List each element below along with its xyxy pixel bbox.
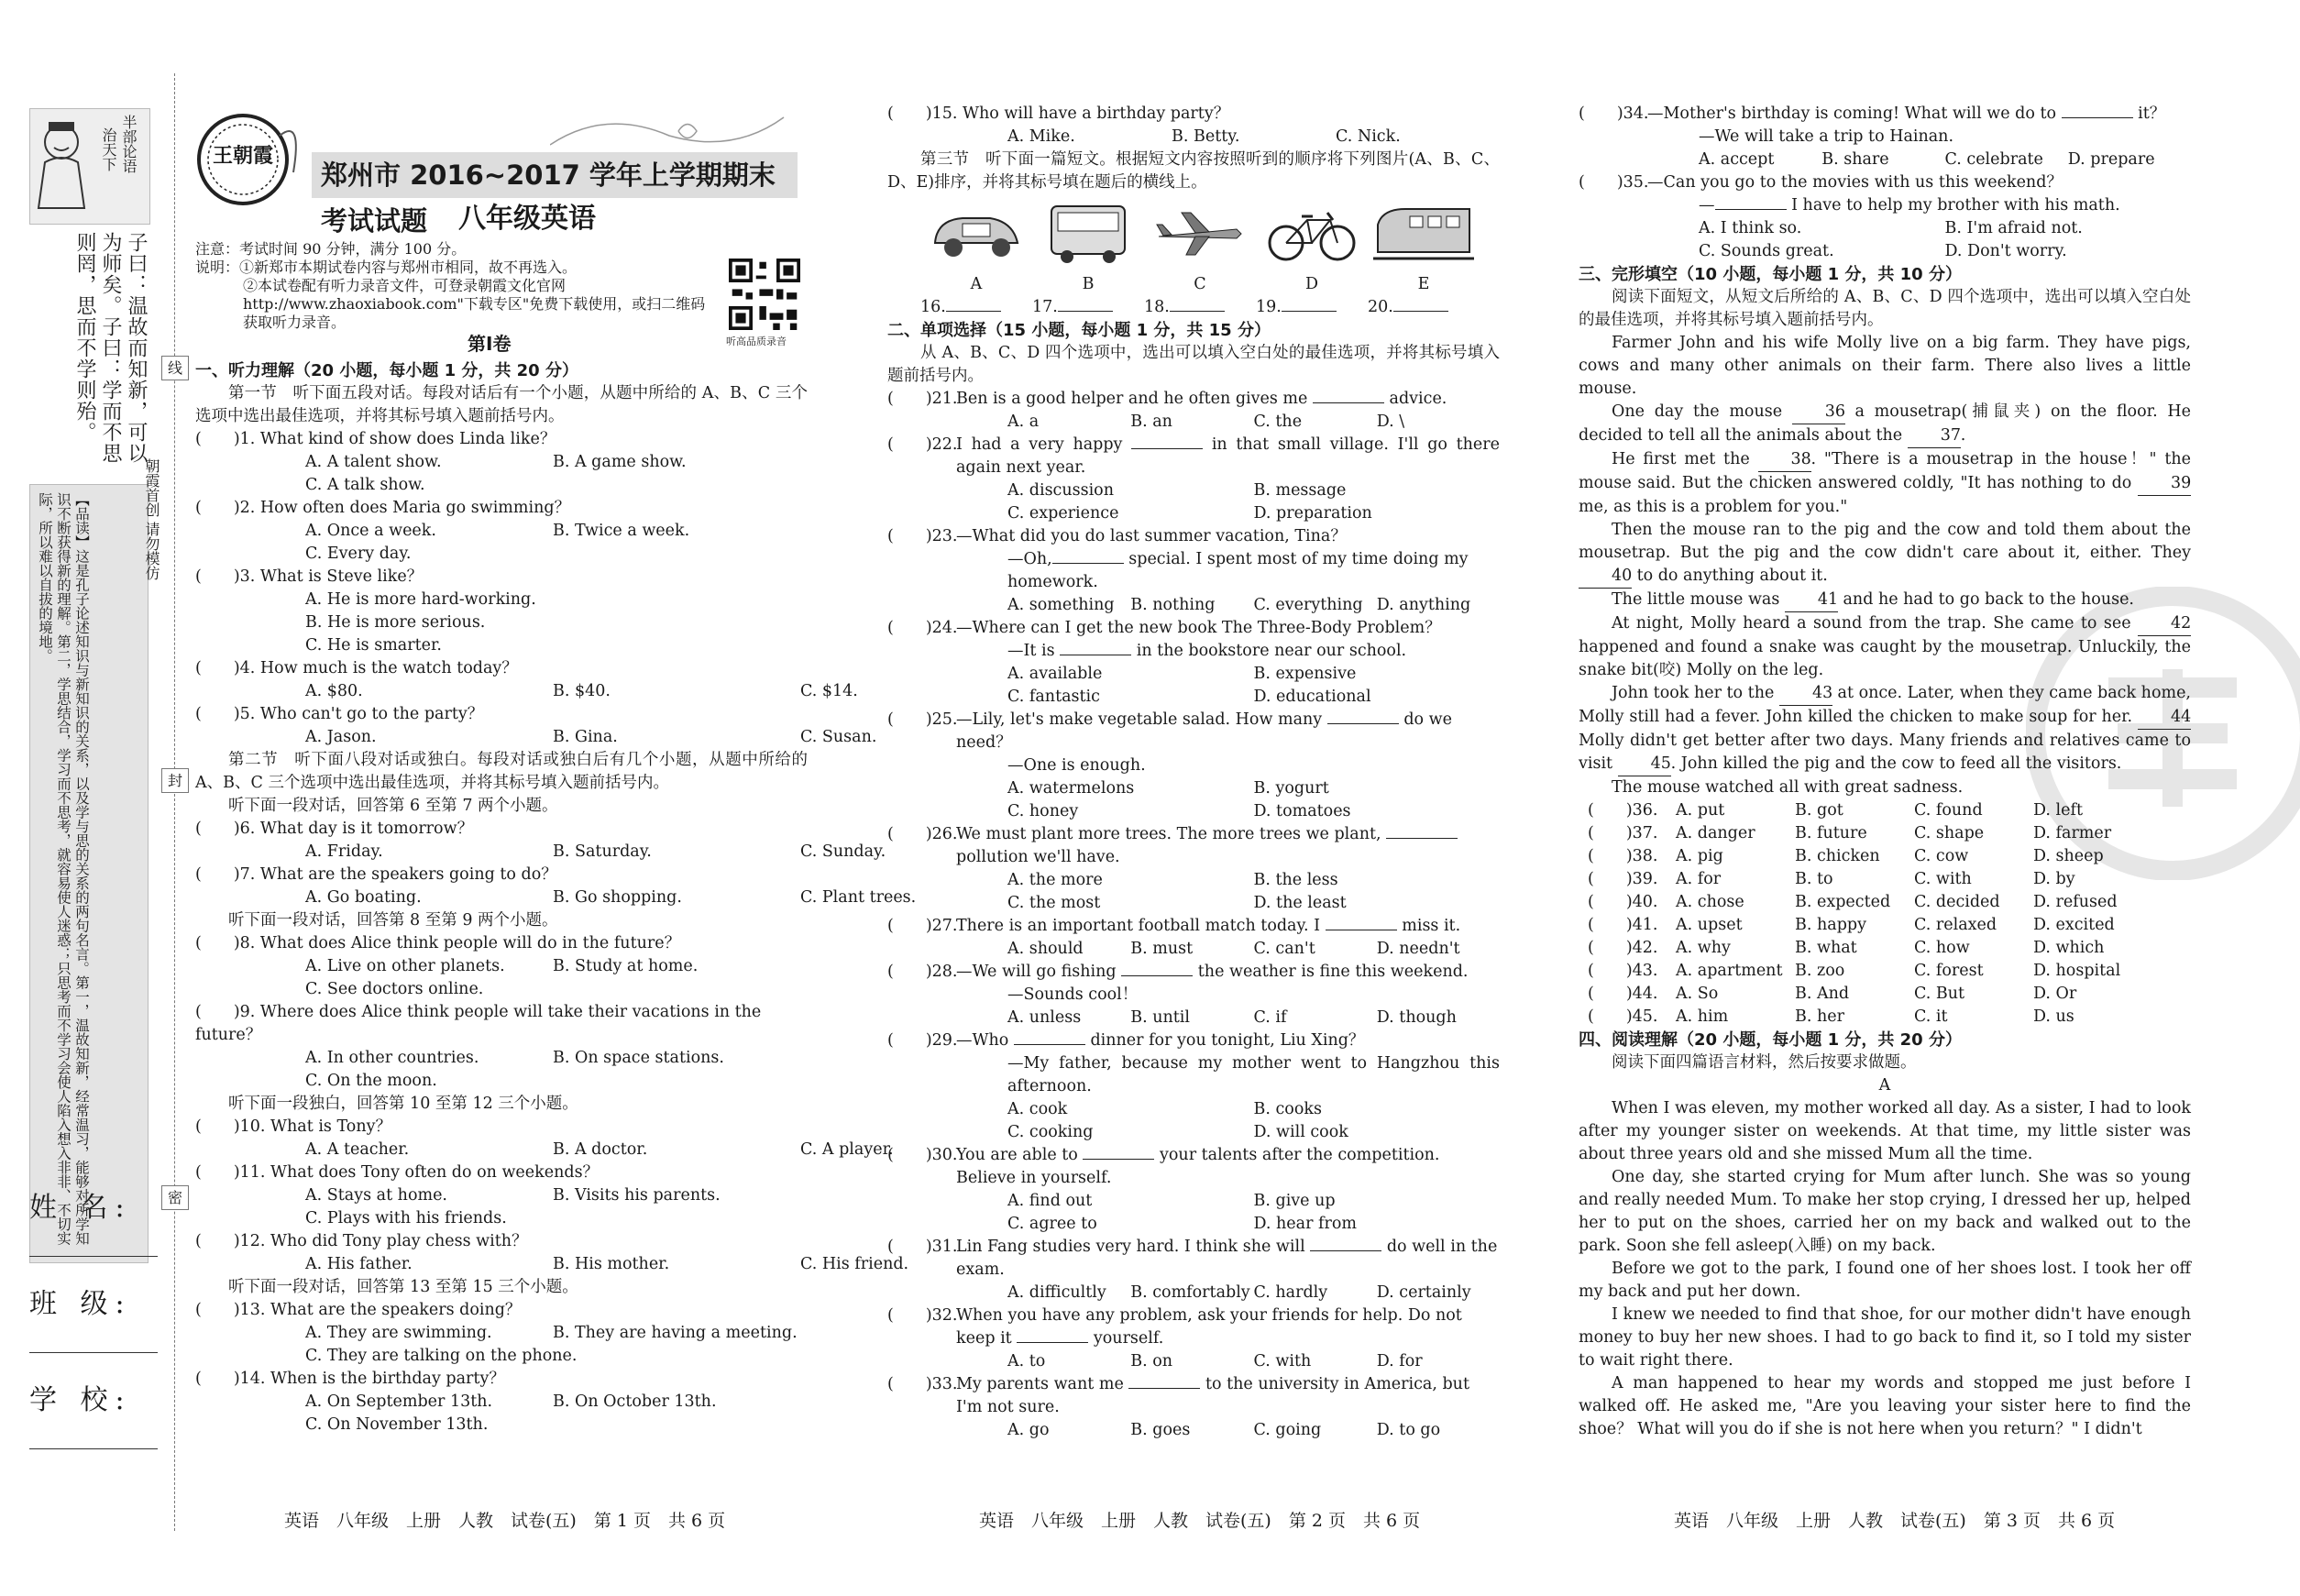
slogan-line-2: 治天下: [100, 127, 117, 171]
options-22: A. discussion B. message: [1007, 481, 1347, 500]
cloze-row-40[interactable]: ( )40. A. chose B. expected C. decided D. refused: [1588, 893, 2118, 911]
qr-caption: 听高品质录音: [726, 336, 787, 347]
cut-line: [174, 73, 175, 1531]
options-2b: C. Every day.: [305, 545, 412, 563]
options-8: A. Live on other planets. B. Study at home.: [305, 957, 699, 975]
cut-mark-line: 线: [161, 356, 189, 380]
exam-subtitle: 八年级英语: [458, 203, 596, 235]
cloze-row-39[interactable]: ( )39. A. for B. to C. with D. by: [1588, 870, 2075, 888]
question-24-line2: —It is in the bookstore near our school.: [1007, 642, 1407, 660]
question-12[interactable]: ( )12. Who did Tony play chess with？: [195, 1232, 528, 1250]
picture-b: [1032, 202, 1144, 296]
picture-order-blanks[interactable]: 16. 17. 18. 19. 20.: [887, 296, 1500, 319]
note-audio: ②本试卷配有听力录音文件，可登录朝霞文化官网 http://www.zhaoxiabook.com"下载专区"免费下载使用，或扫二维码获取听力录音。: [243, 277, 706, 331]
options-26b: C. the most D. the least: [1007, 894, 1347, 912]
options-31: A. difficultly B. comfortably C. hardly D. certainly: [1007, 1283, 1471, 1302]
options-21: A. a B. an C. the D. \: [1007, 413, 1405, 431]
cloze-row-36[interactable]: ( )36. A. put B. got C. found D. left: [1588, 801, 2083, 820]
question-4[interactable]: ( )4. How much is the watch today？: [195, 659, 518, 677]
option-3b: B. He is more serious.: [305, 613, 486, 632]
options-14b: C. On November 13th.: [305, 1415, 489, 1434]
slogan-line-1: 半部论语: [120, 115, 138, 173]
question-10[interactable]: ( )10. What is Tony？: [195, 1117, 391, 1136]
bus-icon: [1038, 202, 1139, 266]
listening-lead-4: 听下面一段对话，回答第 13 至第 15 三个小题。: [228, 1278, 578, 1296]
options-9: A. In other countries. B. On space stations.: [305, 1049, 724, 1067]
options-25: A. watermelons B. yogurt: [1007, 779, 1329, 798]
question-32[interactable]: ( )32. When you have any problem, ask your friends for help. Do not keep it yourself.: [887, 1306, 1462, 1348]
ribbon-decoration: [550, 108, 788, 152]
part-one-title: 第Ⅰ卷: [468, 333, 512, 355]
plane-icon: [1150, 202, 1250, 266]
options-25b: C. honey D. tomatoes: [1007, 802, 1351, 820]
listening-part3-instructions: 第三节 听下面一篇短文。根据短文内容按照听到的顺序将下列图片(A、B、C、D、E)排序，并将其标号填在题后的横线上。: [887, 150, 1500, 192]
question-9[interactable]: ( )9. Where does Alice think people will take their vacations in the future？: [195, 1003, 762, 1044]
options-26: A. the more B. the less: [1007, 871, 1338, 889]
option-3c: C. He is smarter.: [305, 636, 442, 655]
picture-label-c: C: [1194, 275, 1206, 293]
note-time: 注意：考试时间 90 分钟，满分 100 分。: [195, 240, 467, 258]
picture-e: [1368, 202, 1480, 296]
options-10: A. A teacher. B. A doctor. C. A player.: [305, 1140, 894, 1159]
cut-mark-seal: 封: [161, 768, 189, 793]
school-label: 学 校:: [29, 1384, 132, 1416]
cloze-row-43[interactable]: ( )43. A. apartment B. zoo C. forest D. hospital: [1588, 962, 2121, 980]
listening-lead-1: 听下面一段对话，回答第 6 至第 7 两个小题。: [228, 797, 558, 815]
cloze-paragraph-4: Then the mouse ran to the pig and the cow and told them about the mousetrap. But the pig and the cow didn't care about it, either. They 40 to do anything about it.: [1579, 519, 2191, 589]
options-12: A. His father. B. His mother. C. His friend.: [305, 1255, 909, 1273]
options-11b: C. Plays with his friends.: [305, 1209, 507, 1227]
listening-part1-instructions: 第一节 听下面五段对话。每段对话后有一个小题，从题中所给的 A、B、C 三个选项中选出最佳选项，并将其标号填入题前括号内。: [195, 384, 808, 425]
options-5: A. Jason. B. Gina. C. Susan.: [305, 728, 877, 746]
options-13b: C. They are talking on the phone.: [305, 1347, 578, 1365]
class-label: 班 级:: [29, 1288, 132, 1320]
question-14[interactable]: ( )14. When is the birthday party？: [195, 1370, 505, 1388]
options-6: A. Friday. B. Saturday. C. Sunday.: [305, 842, 886, 861]
question-27[interactable]: ( )27. There is an important football match today. I miss it.: [887, 917, 1461, 935]
picture-label-e: E: [1417, 275, 1430, 293]
footer-page-3: 英语 八年级 上册 人教 试卷(五) 第 3 页 共 6 页: [1674, 1511, 2116, 1531]
reading-paragraph-4: I knew we needed to find that shoe, for our mother didn't have enough money to buy her new shoes. I had to go back to find it, so I told my sister to wait right there.: [1579, 1305, 2191, 1370]
class-field[interactable]: [29, 1288, 167, 1321]
train-icon: [1373, 202, 1474, 266]
reading-paragraph-5: A man happened to hear my words and stopped me just before I walked off. He asked me, "Are you leaving your sister here to find the shoe？ What will you do if she is not here when you return？" I didn't: [1579, 1374, 2191, 1438]
options-22b: C. experience D. preparation: [1007, 504, 1372, 523]
options-1b: C. A talk show.: [305, 476, 425, 494]
exam-title: 郑州市 2016~2017 学年上学期期末考试试题: [312, 152, 798, 198]
question-28[interactable]: ( )28. —We will go fishing the weather is fine this weekend.: [887, 963, 1469, 981]
options-14: A. On September 13th. B. On October 13th.: [305, 1392, 717, 1411]
question-6[interactable]: ( )6. What day is it tomorrow？: [195, 820, 474, 838]
cloze-row-37[interactable]: ( )37. A. danger B. future C. shape D. farmer: [1588, 824, 2112, 842]
column-3: [1579, 103, 2191, 1441]
question-24[interactable]: ( )24. —Where can I get the new book The Three-Body Problem？: [887, 619, 1441, 637]
cloze-row-45[interactable]: ( )45. A. him B. her C. it D. us: [1588, 1007, 2074, 1026]
options-32: A. to B. on C. with D. for: [1007, 1352, 1423, 1370]
exam-notes: [195, 240, 709, 332]
options-27: A. should B. must C. can't D. needn't: [1007, 940, 1460, 958]
options-7: A. Go boating. B. Go shopping. C. Plant trees.: [305, 888, 917, 907]
section-reading-title: 四、阅读理解（20 小题，每小题 1 分，共 20 分）: [1579, 1030, 1962, 1050]
copyright-note: 朝霞首创 请勿模仿: [143, 458, 160, 581]
question-29[interactable]: ( )29. —Who dinner for you tonight, Liu Xing？: [887, 1031, 1365, 1050]
question-28-line2: —Sounds cool！: [1007, 985, 1139, 1004]
confucius-icon: [34, 116, 98, 217]
question-2[interactable]: ( )2. How often does Maria go swimming？: [195, 499, 571, 517]
options-28: A. unless B. until C. if D. though: [1007, 1008, 1457, 1027]
options-34: A. accept B. share C. celebrate D. prepare: [1699, 150, 2155, 169]
picture-label-d: D: [1304, 275, 1319, 293]
question-3[interactable]: ( )3. What is Steve like？: [195, 567, 424, 586]
question-21[interactable]: ( )21. Ben is a good helper and he often gives me advice.: [887, 390, 1447, 408]
school-field[interactable]: [29, 1384, 167, 1417]
brand-logo: [193, 108, 303, 211]
cloze-paragraph-7: John took her to the 43 at once. Later, when they came back home, Molly still had a fever. John killed the chicken to make soup for her. 44 Molly didn't get better after two days. Many friends and relatives came to visit 45. John killed the pig and the cow to feed all the visitors.: [1579, 682, 2191, 776]
picture-label-b: B: [1082, 275, 1095, 293]
options-30: A. find out B. give up: [1007, 1192, 1336, 1210]
question-34-line2: —We will take a trip to Hainan.: [1699, 127, 1954, 146]
options-35b: C. Sounds great. D. Don't worry.: [1699, 242, 2067, 260]
slogan-box: [29, 108, 150, 225]
section-choice-title: 二、单项选择（15 小题，每小题 1 分，共 15 分）: [887, 321, 1271, 340]
picture-d: [1256, 202, 1368, 296]
option-3a: A. He is more hard-working.: [305, 590, 536, 609]
note-region: 说明：①新郑市本期试卷内容与郑州市相同，故不再选入。: [195, 259, 578, 276]
options-11: A. Stays at home. B. Visits his parents.: [305, 1186, 721, 1205]
section-cloze-title: 三、完形填空（10 小题，每小题 1 分，共 10 分）: [1579, 265, 1962, 284]
cloze-paragraph-1: Farmer John and his wife Molly live on a big farm. They have pigs, cows and many other animals on their farm. There also lives a little mouse.: [1579, 334, 2191, 398]
reading-instructions: 阅读下面四篇语言材料，然后按要求做题。: [1612, 1053, 1917, 1072]
confucius-quote: 子曰：温故而知新，可以为师矣。子曰：学而不思则罔，思而不学则殆。: [73, 232, 148, 464]
question-33[interactable]: ( )33. My parents want me to the university in America, but I'm not sure.: [887, 1375, 1469, 1416]
options-33: A. go B. goes C. going D. to go: [1007, 1421, 1441, 1439]
question-25[interactable]: ( )25. —Lily, let's make vegetable salad. How many do we need？: [887, 710, 1452, 752]
question-11[interactable]: ( )11. What does Tony often do on weekends？: [195, 1163, 600, 1182]
picture-a: [920, 202, 1032, 296]
reading-paragraph-1: When I was eleven, my mother worked all day. As a sister, I had to look after my younger sister on weekends. At that time, my little sister was about three years old and she missed Mum all the time.: [1579, 1099, 2191, 1163]
listening-lead-3: 听下面一段独白，回答第 10 至第 12 三个小题。: [228, 1095, 578, 1113]
name-label: 姓 名:: [29, 1192, 132, 1224]
cloze-row-44[interactable]: ( )44. A. So B. And C. But D. Or: [1588, 985, 2077, 1003]
options-15: A. Mike. B. Betty. C. Nick.: [1007, 127, 1401, 146]
question-13[interactable]: ( )13. What are the speakers doing？: [195, 1301, 522, 1319]
cloze-paragraph-3: He first met the 38. "There is a mousetrap in the house！" the mouse said. But the chicken answered coldly, "It has nothing to do 39 me, as this is a problem for you.": [1579, 450, 2192, 516]
name-field[interactable]: [29, 1192, 167, 1225]
question-35[interactable]: ( )35. —Can you go to the movies with us this weekend？: [1579, 173, 2063, 192]
options-23: A. something B. nothing C. everything D. anything: [1007, 596, 1471, 614]
question-7[interactable]: ( )7. What are the speakers going to do？: [195, 865, 557, 884]
cloze-row-38[interactable]: ( )38. A. pig B. chicken C. cow D. sheep: [1588, 847, 2104, 865]
cloze-paragraph-2: One day the mouse 36 a mousetrap(捕鼠夹) on the floor. He decided to tell all the animals about the 37.: [1579, 401, 2191, 448]
cloze-options: [1579, 799, 2191, 1029]
question-30[interactable]: ( )30. You are able to your talents after the competition. Believe in yourself.: [887, 1146, 1440, 1187]
question-26[interactable]: ( )26. We must plant more trees. The more trees we plant, pollution we'll have.: [887, 823, 1500, 869]
question-15[interactable]: ( )15. Who will have a birthday party？: [887, 105, 1230, 123]
options-9b: C. On the moon.: [305, 1072, 437, 1090]
listening-lead-2: 听下面一段对话，回答第 8 至第 9 两个小题。: [228, 911, 558, 930]
footer-page-1: 英语 八年级 上册 人教 试卷(五) 第 1 页 共 6 页: [284, 1511, 726, 1531]
options-29: A. cook B. cooks: [1007, 1100, 1322, 1118]
car-icon: [926, 202, 1027, 266]
picture-label-a: A: [970, 275, 983, 293]
choice-instructions: 从 A、B、C、D 四个选项中，选出可以填入空白处的最佳选项，并将其标号填入题前括号内。: [887, 344, 1500, 385]
listening-part2-instructions: 第二节 听下面八段对话或独白。每段对话或独白后有几个小题，从题中所给的 A、B、C 三个选项中选出最佳选项，并将其标号填入题前括号内。: [195, 751, 808, 792]
question-23-line2: —Oh, special. I spent most of my time doing my homework.: [1007, 550, 1469, 591]
column-2: [887, 103, 1500, 1442]
options-29b: C. cooking D. will cook: [1007, 1123, 1348, 1141]
options-24b: C. fantastic D. educational: [1007, 688, 1371, 706]
picture-row: [887, 202, 1500, 296]
question-29-line2: —My father, because my mother went to Hangzhou this afternoon.: [1007, 1054, 1500, 1095]
reading-paragraph-2: One day, she started crying for Mum after lunch. She was so young and really needed Mum. To make her stop crying, I dressed her up, helped her to put on the shoes, carried her on my back and walked out to the park. Soon she fell asleep(入睡) on my back.: [1579, 1168, 2191, 1255]
question-5[interactable]: ( )5. Who can't go to the party？: [195, 705, 484, 723]
cloze-paragraph-5: The little mouse was 41 and he had to go back to the house.: [1579, 589, 2191, 612]
column-1: [195, 359, 917, 1436]
cloze-row-42[interactable]: ( )42. A. why B. what C. how D. which: [1588, 939, 2105, 957]
options-24: A. available B. expensive: [1007, 665, 1357, 683]
cut-mark-secret: 密: [161, 1185, 189, 1210]
logo-text: 王朝霞: [213, 144, 274, 168]
cloze-paragraph-6: At night, Molly heard a sound from the trap. She came to see 42 happened and found a snake was caught by the mousetrap. Unluckily, the snake bit(咬) Molly on the leg.: [1579, 614, 2192, 679]
reading-paragraph-3: Before we got to the park, I found one of her shoes lost. I took her off my back and put her down.: [1579, 1260, 2191, 1301]
cloze-paragraph-8: The mouse watched all with great sadness.: [1612, 778, 1964, 797]
question-35-line2: — I have to help my brother with his math.: [1699, 196, 2120, 215]
question-34[interactable]: ( )34. —Mother's birthday is coming! What will we do to it？: [1579, 105, 2166, 123]
reading-part-a: A: [1878, 1076, 1891, 1095]
question-1[interactable]: ( )1. What kind of show does Linda like？: [195, 430, 556, 448]
qr-code[interactable]: [729, 259, 800, 330]
cloze-row-41[interactable]: ( )41. A. upset B. happy C. relaxed D. excited: [1588, 916, 2115, 934]
options-35: A. I think so. B. I'm afraid not.: [1699, 219, 2083, 237]
question-31[interactable]: ( )31. Lin Fang studies very hard. I think she will do well in the exam.: [887, 1238, 1498, 1279]
footer-page-2: 英语 八年级 上册 人教 试卷(五) 第 2 页 共 6 页: [979, 1511, 1421, 1531]
options-30b: C. agree to D. hear from: [1007, 1215, 1357, 1233]
options-4: A. $80. B. $40. C. $14.: [305, 682, 858, 700]
picture-c: [1144, 202, 1256, 296]
options-8b: C. See doctors online.: [305, 980, 484, 998]
options-13: A. They are swimming. B. They are having a meeting.: [305, 1324, 798, 1342]
question-25-line2: —One is enough.: [1007, 756, 1146, 775]
section-listening-title: 一、听力理解（20 小题，每小题 1 分，共 20 分）: [195, 361, 578, 380]
question-23[interactable]: ( )23. —What did you do last summer vacation, Tina？: [887, 527, 1347, 545]
bicycle-icon: [1261, 202, 1362, 266]
cloze-instructions: 阅读下面短文，从短文后所给的 A、B、C、D 四个选项中，选出可以填入空白处的最佳选项，并将其标号填入题前括号内。: [1579, 288, 2191, 329]
pindu-text: 【品读】这是孔子论述知识与新知识的关系，以及学与思的关系的两句名言。第一，温故知新，经常温习，能够对所学知识不断获得新的理解。第二，学思结合，学习而不思考，就容易使人迷惑；只思考而不学习会使人陷入想入非非、不切实际，所以难以自拔的境地。: [37, 492, 90, 1246]
question-8[interactable]: ( )8. What does Alice think people will do in the future？: [195, 934, 681, 952]
options-2: A. Once a week. B. Twice a week.: [305, 522, 690, 540]
question-22[interactable]: ( )22. I had a very happy in that small village. I'll go there again next year.: [887, 435, 1500, 477]
options-1: A. A talent show. B. A game show.: [305, 453, 687, 471]
pindu-box: [29, 484, 149, 1263]
